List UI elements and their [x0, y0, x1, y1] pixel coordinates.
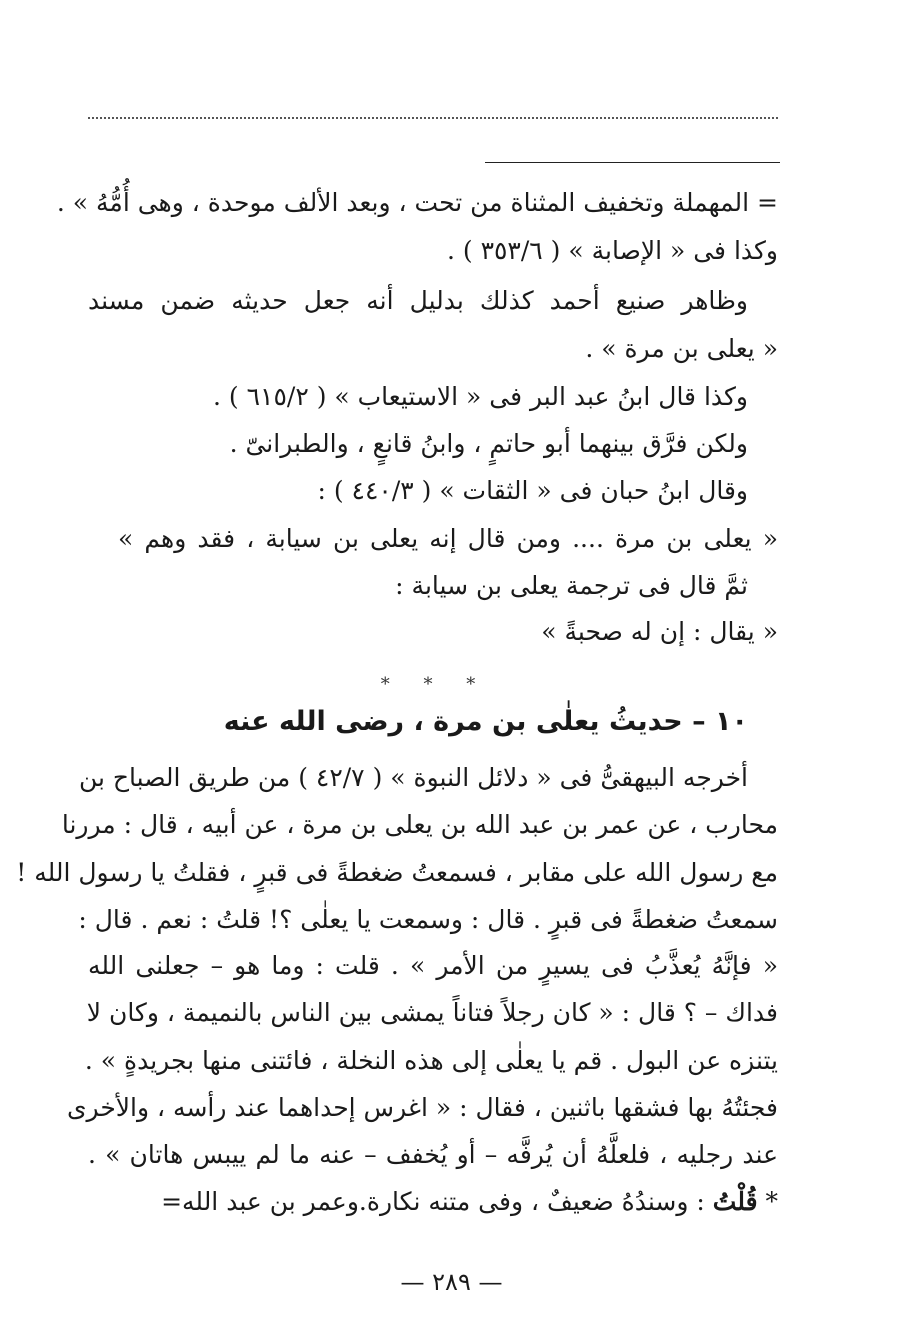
hadith-line: فجئتُهُ بها فشقها باثنين ، فقال : « اغرس إحداهما عند رأسه ، والأخرى [66, 1093, 778, 1122]
hadith-line: سمعتُ ضغطةً فى قبرٍ . قال : وسمعت يا يعلٰى ؟! قلتُ : نعم . قال : [78, 905, 778, 934]
hadith-line: أخرجه البيهقىُّ فى « دلائل النبوة » ( ٤٢/٧ ) من طريق الصباح بن [78, 763, 748, 792]
commentary-line: « يعلى بن مرة » . [585, 334, 778, 363]
hadith-line: فداك – ؟ قال : « كان رجلاً فتاناً يمشى بين الناس بالنميمة ، وكان لا [86, 998, 778, 1027]
note-label: قُلْتُ [712, 1187, 758, 1216]
footnote-line: وكذا فى « الإصابة » ( ٣٥٣/٦ ) . [446, 236, 778, 265]
commentary-quote-line: « يقال : إن له صحبةً » [541, 617, 778, 646]
commentary-line: ثمَّ قال فى ترجمة يعلى بن سيابة : [395, 571, 748, 600]
commentary-line: وقال ابنُ حبان فى « الثقات » ( ٤٤٠/٣ ) : [317, 476, 748, 505]
commentary-line: وكذا قال ابنُ عبد البر فى « الاستيعاب » ( ٦١٥/٢ ) . [213, 382, 748, 411]
footnote-line: = المهملة وتخفيف المثناة من تحت ، وبعد الألف موحدة ، وهى أُمُّهُ » . [56, 188, 778, 217]
hadith-line: عند رجليه ، فلعلَّهُ أن يُرفَّه – أو يُخفف – عنه ما لم ييبس هاتان » . [88, 1140, 778, 1169]
hadith-line: مع رسول الله على مقابر ، فسمعتُ ضغطةً فى قبرٍ ، فقلتُ يا رسول الله ! [16, 858, 778, 887]
hadith-line: محارب ، عن عمر بن عبد الله بن يعلى بن مرة ، عن أبيه ، قال : مررنا [61, 810, 778, 839]
header-dotted-rule [88, 117, 778, 119]
page-number: — ٢٨٩ — [400, 1268, 503, 1296]
commentary-line: وظاهر صنيع أحمد كذلك بدليل أنه جعل حديثه ضمن مسند [88, 286, 748, 315]
hadith-line: يتنزه عن البول . قم يا يعلٰى إلى هذه النخلة ، فائتنى منها بجريدةٍ » . [84, 1046, 778, 1075]
commentary-line: ولكن فرَّق بينهما أبو حاتمٍ ، وابنُ قانعٍ ، والطبرانىّ . [229, 429, 748, 458]
section-separator: * * * [380, 674, 490, 695]
note-text: : وسندُهُ ضعيفٌ ، وفى متنه نكارة.وعمر بن عبد الله= [161, 1187, 713, 1216]
commentary-quote-line: « يعلى بن مرة .... ومن قال إنه يعلى بن سيابة ، فقد وهم » [118, 524, 778, 553]
footnote-rule [485, 162, 780, 163]
section-heading: ١٠ – حديثُ يعلٰى بن مرة ، رضى الله عنه [223, 706, 748, 737]
author-note-line [88, 1189, 778, 1214]
hadith-line: « فإنَّهُ يُعذَّبُ فى يسيرٍ من الأمر » . قلت : وما هو – جعلنى الله [88, 951, 778, 980]
note-star: * [757, 1187, 778, 1216]
